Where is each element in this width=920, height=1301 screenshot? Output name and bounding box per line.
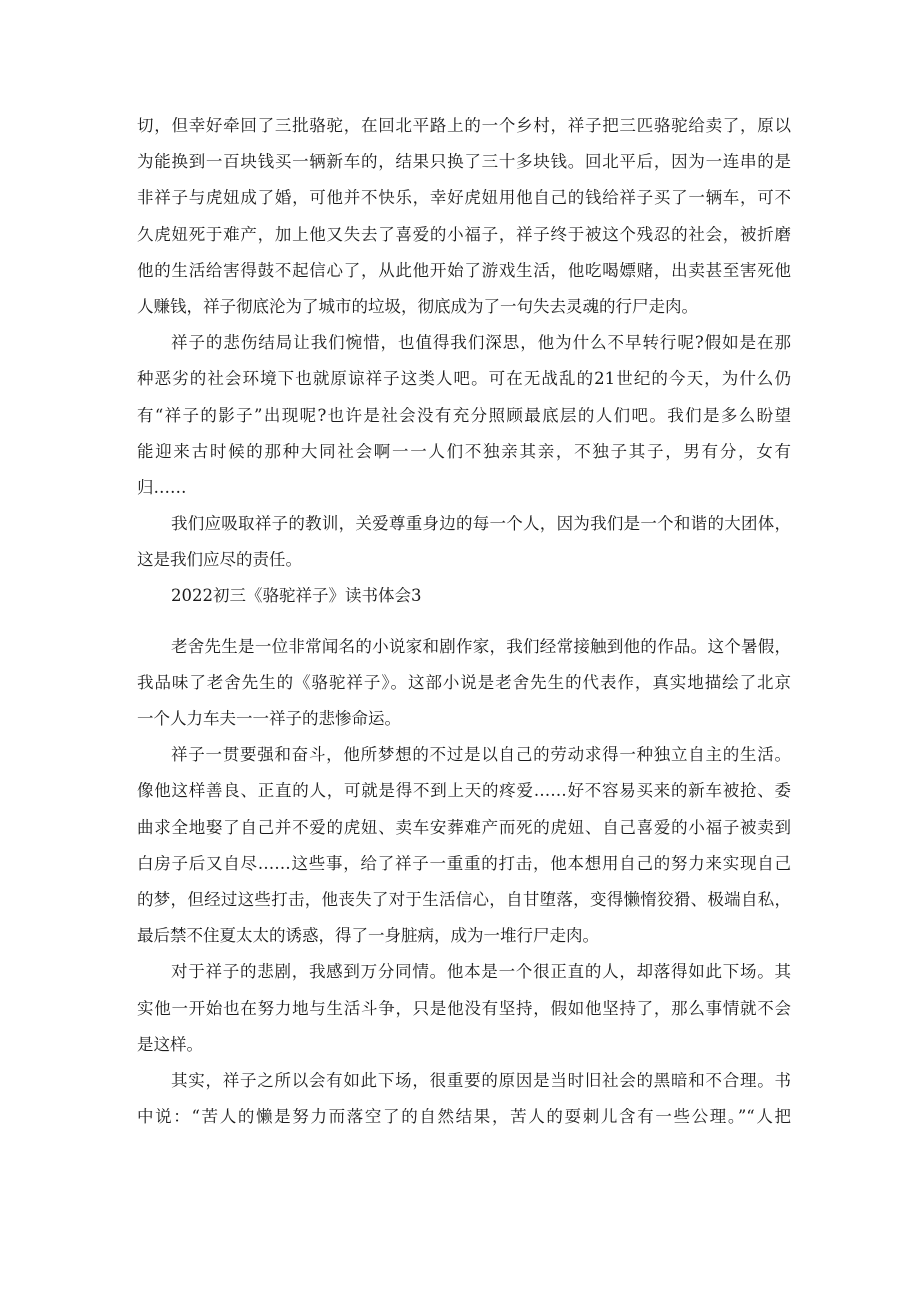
paragraph-3 (137, 506, 791, 578)
paragraph-2 (137, 325, 791, 506)
text-line: 实他一开始也在努力地与生活斗争，只是他没有坚持，假如他坚持了，那么事情就不会 (137, 998, 791, 1018)
text-line: 最后禁不住夏太太的诱惑，得了一身脏病，成为一堆行尸走肉。 (137, 926, 599, 946)
text-line: 能迎来古时候的那种大同社会啊一一人们不独亲其亲，不独子其子，男有分，女有 (137, 441, 791, 461)
text-line: 切，但幸好牵回了三批骆驼，在回北平路上的一个乡村，祥子把三匹骆驼给卖了，原以 (137, 116, 791, 135)
text-line: 归…… (137, 477, 187, 497)
text-line: 这是我们应尽的责任。 (137, 550, 302, 570)
document-page (137, 108, 791, 1135)
text-line: 中说：“苦人的懒是努力而落空了的自然结果，苦人的耍刺儿含有一些公理。”“人把 (137, 1107, 791, 1127)
text-line: 像他这样善良、正直的人，可就是得不到上天的疼爱……好不容易买来的新车被抢、委 (137, 781, 791, 801)
text-line: 的梦，但经过这些打击，他丧失了对于生活信心，自甘堕落，变得懒惰狡猾、极端自私， (137, 889, 791, 909)
paragraph-6 (137, 954, 791, 1063)
text-line: 种恶劣的社会环境下也就原谅祥子这类人吧。可在无战乱的21世纪的今天，为什么仍 (137, 369, 791, 389)
text-line: 非祥子与虎妞成了婚，可他并不快乐，幸好虎妞用他自己的钱给祥子买了一辆车，可不 (137, 188, 791, 208)
text-line: 我品味了老舍先生的《骆驼祥子》。这部小说是老舍先生的代表作，真实地描绘了北京 (137, 672, 791, 692)
text-line: 有“祥子的影子”出现呢?也许是社会没有充分照顾最底层的人们吧。我们是多么盼望 (137, 405, 791, 425)
text-line: 祥子的悲伤结局让我们惋惜，也值得我们深思，他为什么不早转行呢?假如是在那 (171, 333, 791, 353)
paragraph-4 (137, 629, 791, 738)
text-line: 人赚钱，祥子彻底沦为了城市的垃圾，彻底成为了一句失去灵魂的行尸走肉。 (137, 296, 698, 316)
section-heading: 2022初三《骆驼祥子》读书体会3 (171, 586, 422, 606)
paragraph-7 (137, 1063, 791, 1135)
text-line: 其实，祥子之所以会有如此下场，很重要的原因是当时旧社会的黑暗和不合理。书 (171, 1070, 791, 1090)
text-line: 是这样。 (137, 1034, 203, 1054)
text-line: 久虎妞死于难产，加上他又失去了喜爱的小福子，祥子终于被这个残忍的社会，被折磨 (137, 224, 791, 244)
text-line: 祥子一贯要强和奋斗，他所梦想的不过是以自己的劳动求得一种独立自主的生活。 (171, 745, 791, 765)
text-line: 我们应吸取祥子的教训，关爱尊重身边的每一个人，因为我们是一个和谐的大团体， (171, 514, 791, 534)
text-line: 老舍先生是一位非常闻名的小说家和剧作家，我们经常接触到他的作品。这个暑假， (171, 636, 791, 656)
paragraph-1 (137, 108, 791, 325)
text-line: 对于祥子的悲剧，我感到万分同情。他本是一个很正直的人，却落得如此下场。其 (171, 962, 791, 982)
text-line: 他的生活给害得鼓不起信心了，从此他开始了游戏生活，他吃喝嫖赌，出卖甚至害死他 (137, 260, 791, 280)
text-line: 白房子后又自尽……这些事，给了祥子一重重的打击，他本想用自己的努力来实现自己 (137, 853, 791, 873)
text-line: 曲求全地娶了自己并不爱的虎妞、卖车安葬难产而死的虎妞、自己喜爱的小福子被卖到 (137, 817, 791, 837)
text-line: 一个人力车夫一一祥子的悲惨命运。 (137, 709, 401, 728)
paragraph-5 (137, 737, 791, 954)
text-line: 为能换到一百块钱买一辆新车的，结果只换了三十多块钱。回北平后，因为一连串的是 (137, 152, 791, 172)
